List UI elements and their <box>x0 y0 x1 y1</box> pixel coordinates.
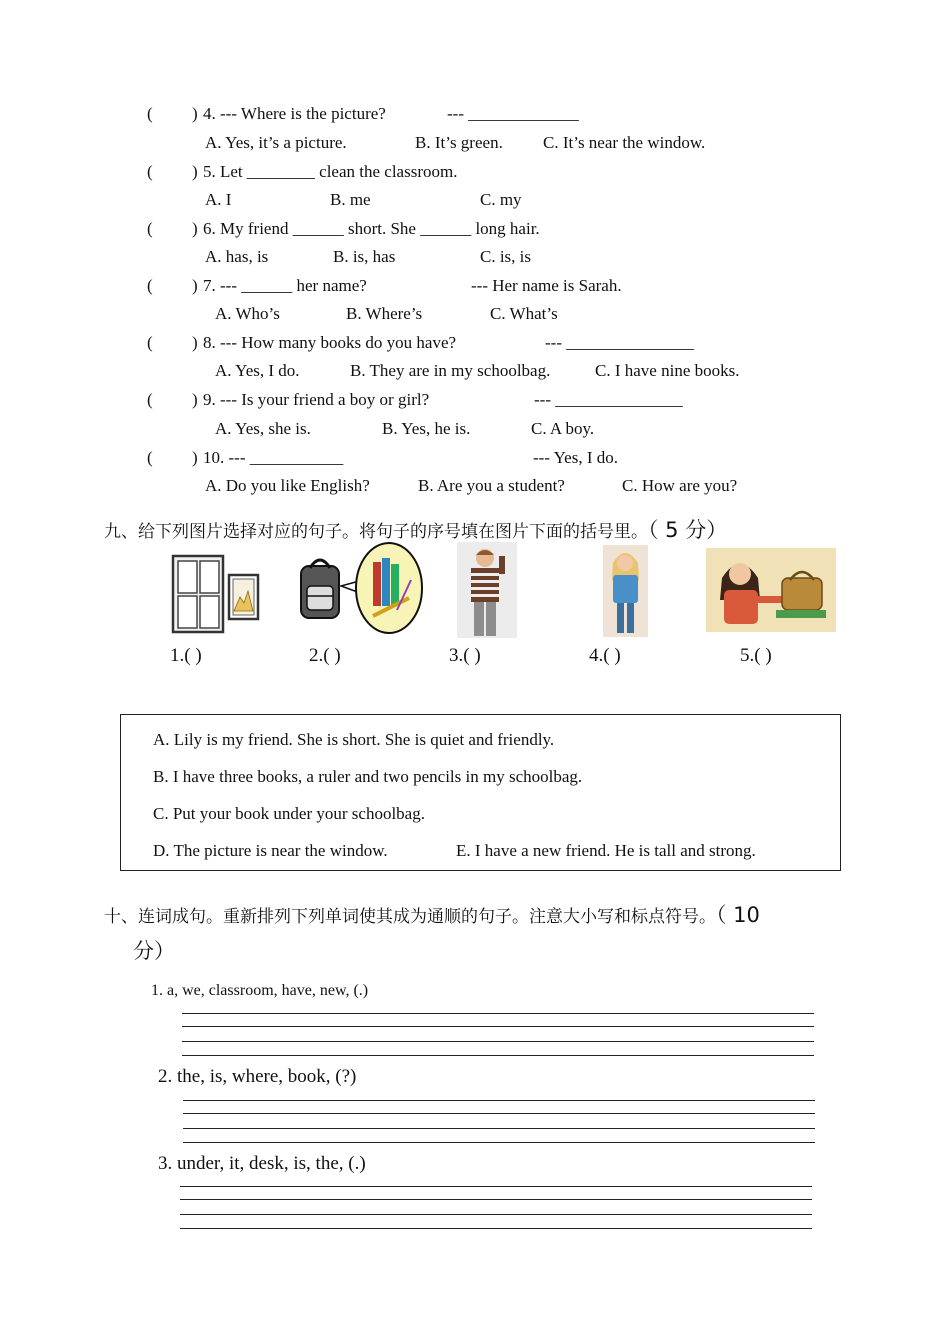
option-b: B. Yes, he is. <box>382 419 471 438</box>
question-text: 4. --- Where is the picture? <box>203 104 386 123</box>
question-text: 9. --- Is your friend a boy or girl? <box>203 390 430 409</box>
answer-line[interactable] <box>180 1214 812 1215</box>
question-text: 8. --- How many books do you have? <box>203 333 457 352</box>
picture-label-5[interactable]: 5.( ) <box>740 645 772 666</box>
option-b: B. It’s green. <box>415 133 503 152</box>
short-girl-image <box>603 545 648 637</box>
section-title: 十、连词成句。重新排列下列单词使其成为通顺的句子。注意大小写和标点符号。 <box>104 907 716 927</box>
answer-bracket-close: ) <box>192 104 198 123</box>
option-c: C. my <box>480 190 522 209</box>
answer-blank[interactable]: --- _____________ <box>447 104 579 123</box>
answer-text: --- Her name is Sarah. <box>471 276 622 295</box>
option-c: C. It’s near the window. <box>543 133 706 152</box>
answer-line[interactable] <box>183 1128 815 1129</box>
picture-label-3[interactable]: 3.( ) <box>449 645 481 666</box>
picture-label-1[interactable]: 1.( ) <box>170 645 202 666</box>
window-picture-image <box>170 553 262 635</box>
option-a: A. I <box>205 190 232 209</box>
option-c: C. I have nine books. <box>595 361 740 380</box>
answer-line[interactable] <box>183 1113 815 1114</box>
sentence-c: C. Put your book under your schoolbag. <box>153 804 425 823</box>
answer-bracket-open[interactable]: ( <box>147 104 153 123</box>
answer-line[interactable] <box>183 1100 815 1101</box>
book-under-schoolbag-image <box>706 548 836 632</box>
answer-bracket-open[interactable]: ( <box>147 448 153 467</box>
answer-line[interactable] <box>182 1026 814 1027</box>
option-a: A. Do you like English? <box>205 476 370 495</box>
answer-line[interactable] <box>180 1228 812 1229</box>
answer-bracket-open[interactable]: ( <box>147 390 153 409</box>
section-score: （ 5 分） <box>648 518 728 542</box>
schoolbag-books-image <box>293 540 425 636</box>
question-text: 5. Let ________ clean the classroom. <box>203 162 458 181</box>
question-text: 7. --- ______ her name? <box>203 276 367 295</box>
answer-bracket-open[interactable]: ( <box>147 162 153 181</box>
option-c: C. A boy. <box>531 419 595 438</box>
answer-bracket-close: ) <box>192 333 198 352</box>
reorder-item-2: 2. the, is, where, book, (?) <box>158 1066 357 1087</box>
option-a: A. Yes, it’s a picture. <box>205 133 347 152</box>
answer-text: --- Yes, I do. <box>533 448 618 467</box>
question-text: 6. My friend ______ short. She ______ long hair. <box>203 219 540 238</box>
answer-bracket-open[interactable]: ( <box>147 276 153 295</box>
option-c: C. is, is <box>480 247 532 266</box>
option-a: A. has, is <box>205 247 269 266</box>
reorder-item-1: 1. a, we, classroom, have, new, (.) <box>151 982 369 999</box>
picture-label-2[interactable]: 2.( ) <box>309 645 341 666</box>
answer-line[interactable] <box>180 1199 812 1200</box>
answer-line[interactable] <box>180 1186 812 1187</box>
question-text: 10. --- ___________ <box>203 448 344 467</box>
option-a: A. Yes, I do. <box>215 361 300 380</box>
answer-bracket-open[interactable]: ( <box>147 333 153 352</box>
option-b: B. Where’s <box>346 304 423 323</box>
option-a: A. Who’s <box>215 304 280 323</box>
option-b: B. me <box>330 190 371 209</box>
reorder-item-3: 3. under, it, desk, is, the, (.) <box>158 1153 366 1174</box>
tall-boy-image <box>457 542 517 638</box>
option-b: B. Are you a student? <box>418 476 565 495</box>
answer-bracket-close: ) <box>192 276 198 295</box>
sentence-a: A. Lily is my friend. She is short. She is quiet and friendly. <box>153 730 555 749</box>
option-b: B. is, has <box>333 247 396 266</box>
answer-bracket-open[interactable]: ( <box>147 219 153 238</box>
sentence-b: B. I have three books, a ruler and two pencils in my schoolbag. <box>153 767 583 786</box>
answer-blank[interactable]: --- _______________ <box>545 333 694 352</box>
section-score-start: （ 10 <box>716 903 760 927</box>
option-c: C. What’s <box>490 304 558 323</box>
answer-bracket-close: ) <box>192 219 198 238</box>
sentence-e: E. I have a new friend. He is tall and strong. <box>456 841 756 860</box>
section-title: 九、给下列图片选择对应的句子。将句子的序号填在图片下面的括号里。 <box>104 522 648 542</box>
section-10-heading <box>104 899 760 929</box>
answer-blank[interactable]: --- _______________ <box>534 390 683 409</box>
picture-label-4[interactable]: 4.( ) <box>589 645 621 666</box>
option-a: A. Yes, she is. <box>215 419 311 438</box>
option-c: C. How are you? <box>622 476 738 495</box>
answer-line[interactable] <box>183 1142 815 1143</box>
sentence-d: D. The picture is near the window. <box>153 841 388 860</box>
option-b: B. They are in my schoolbag. <box>350 361 551 380</box>
answer-bracket-close: ) <box>192 390 198 409</box>
answer-bracket-close: ) <box>192 162 198 181</box>
answer-bracket-close: ) <box>192 448 198 467</box>
answer-line[interactable] <box>182 1013 814 1014</box>
answer-line[interactable] <box>182 1041 814 1042</box>
section-score-end: 分） <box>133 939 175 963</box>
answer-line[interactable] <box>182 1055 814 1056</box>
